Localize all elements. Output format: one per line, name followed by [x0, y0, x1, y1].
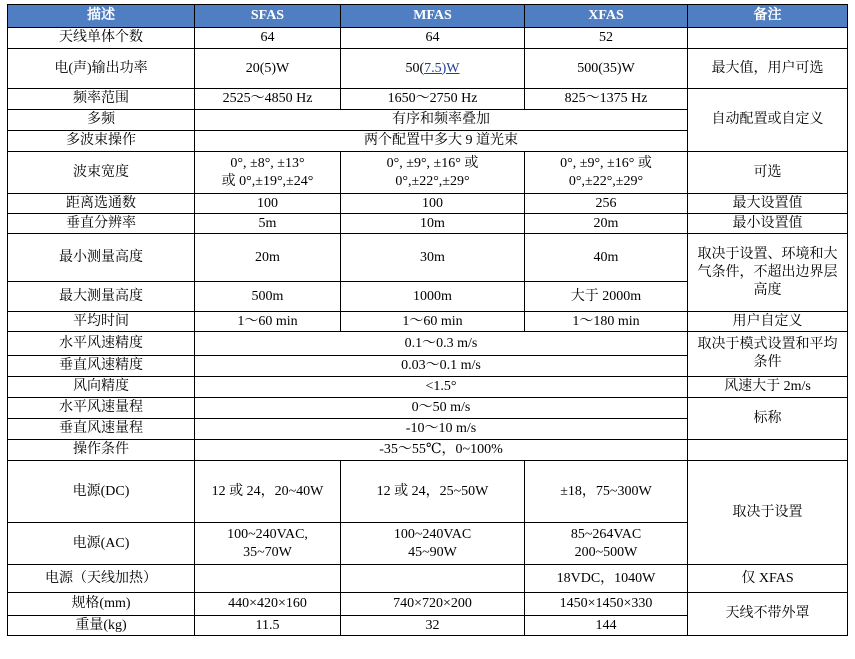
row-label: 规格(mm)	[8, 593, 195, 616]
table-row	[8, 234, 848, 282]
cell-mfas: 1000m	[341, 282, 525, 312]
cell-sfas: 12 或 24，20~40W	[195, 461, 341, 523]
row-label: 风向精度	[8, 377, 195, 398]
cell-merged: 两个配置中多大 9 道光束	[195, 131, 688, 152]
row-label: 距离选通数	[8, 194, 195, 214]
cell-xfas: ±18，75~300W	[525, 461, 688, 523]
cell-mfas: 64	[341, 28, 525, 49]
cell-xfas: 52	[525, 28, 688, 49]
table-row	[8, 440, 848, 461]
cell-mfas	[341, 152, 525, 194]
cell-sfas: 2525～4850 Hz	[195, 89, 341, 110]
cell-mfas	[341, 49, 525, 89]
cell-sfas: 11.5	[195, 616, 341, 636]
cell-sfas: 1～60 min	[195, 312, 341, 332]
row-label: 电(声)输出功率	[8, 49, 195, 89]
cell-mfas	[341, 565, 525, 593]
cell-xfas: 1～180 min	[525, 312, 688, 332]
cell-note	[688, 440, 848, 461]
cell-mfas: 1～60 min	[341, 312, 525, 332]
cell-mfas: 32	[341, 616, 525, 636]
cell-sfas	[195, 152, 341, 194]
line-1: 0°, ±8°, ±13°	[230, 155, 305, 171]
header-row	[8, 5, 848, 28]
header-xfas: XFAS	[525, 5, 688, 28]
line-1: 85~264VAC	[570, 526, 642, 542]
cell-note: 标称	[688, 398, 848, 440]
spec-table-container	[7, 4, 847, 636]
row-label: 垂直分辨率	[8, 214, 195, 234]
cell-note: 最大值，用户可选	[688, 49, 848, 89]
table-row	[8, 461, 848, 523]
cell-sfas: 5m	[195, 214, 341, 234]
line-1: 0°, ±9°, ±16° 或	[386, 155, 479, 171]
cell-xfas	[525, 523, 688, 565]
line-2: 35~70W	[243, 544, 292, 560]
cell-merged: <1.5°	[195, 377, 688, 398]
cell-note: 可选	[688, 152, 848, 194]
row-label: 波束宽度	[8, 152, 195, 194]
table-row	[8, 49, 848, 89]
mfas-power-text: 50(	[405, 60, 425, 76]
cell-xfas: 20m	[525, 214, 688, 234]
table-row	[8, 398, 848, 419]
cell-note: 取决于设置	[688, 461, 848, 565]
cell-mfas: 1650～2750 Hz	[341, 89, 525, 110]
row-label: 垂直风速量程	[8, 419, 195, 440]
cell-mfas	[341, 523, 525, 565]
row-label: 多波束操作	[8, 131, 195, 152]
cell-sfas: 20m	[195, 234, 341, 282]
row-label: 操作条件	[8, 440, 195, 461]
row-label: 天线单体个数	[8, 28, 195, 49]
cell-note: 自动配置或自定义	[688, 89, 848, 152]
cell-note: 最小设置值	[688, 214, 848, 234]
cell-note: 天线不带外罩	[688, 593, 848, 636]
cell-mfas: 30m	[341, 234, 525, 282]
line-1: 100~240VAC,	[227, 526, 308, 542]
cell-xfas: 825～1375 Hz	[525, 89, 688, 110]
row-label: 水平风速精度	[8, 332, 195, 356]
table-row	[8, 214, 848, 234]
row-label: 电源（天线加热）	[8, 565, 195, 593]
cell-sfas: 100	[195, 194, 341, 214]
cell-xfas: 256	[525, 194, 688, 214]
cell-xfas	[525, 152, 688, 194]
row-label: 水平风速量程	[8, 398, 195, 419]
row-label: 最大测量高度	[8, 282, 195, 312]
cell-sfas: 500m	[195, 282, 341, 312]
row-label: 多频	[8, 110, 195, 131]
cell-sfas: 440×420×160	[195, 593, 341, 616]
line-2: 0°,±22°,±29°	[395, 173, 470, 189]
cell-sfas	[195, 565, 341, 593]
cell-note: 最大设置值	[688, 194, 848, 214]
cell-xfas: 18VDC，1040W	[525, 565, 688, 593]
line-2: 或 0°,±19°,±24°	[221, 173, 314, 189]
header-description: 描述	[8, 5, 195, 28]
header-mfas: MFAS	[341, 5, 525, 28]
cell-sfas: 64	[195, 28, 341, 49]
table-row	[8, 565, 848, 593]
line-2: 45~90W	[408, 544, 457, 560]
cell-merged: -10～10 m/s	[195, 419, 688, 440]
cell-xfas: 40m	[525, 234, 688, 282]
header-note: 备注	[688, 5, 848, 28]
cell-note: 用户自定义	[688, 312, 848, 332]
cell-mfas: 740×720×200	[341, 593, 525, 616]
cell-xfas: 144	[525, 616, 688, 636]
cell-merged: 0.1～0.3 m/s	[195, 332, 688, 356]
cell-sfas	[195, 523, 341, 565]
line-2: 0°,±22°,±29°	[568, 173, 644, 189]
row-label: 频率范围	[8, 89, 195, 110]
table-row	[8, 28, 848, 49]
row-label: 平均时间	[8, 312, 195, 332]
table-row	[8, 377, 848, 398]
cell-mfas: 10m	[341, 214, 525, 234]
cell-xfas: 1450×1450×330	[525, 593, 688, 616]
cell-mfas: 12 或 24，25~50W	[341, 461, 525, 523]
cell-merged: 0～50 m/s	[195, 398, 688, 419]
row-label: 电源(DC)	[8, 461, 195, 523]
header-sfas: SFAS	[195, 5, 341, 28]
cell-note: 取决于设置、环境和大气条件，不超出边界层高度	[688, 234, 848, 312]
table-row	[8, 152, 848, 194]
line-1: 100~240VAC	[393, 526, 472, 542]
row-label: 电源(AC)	[8, 523, 195, 565]
table-row	[8, 89, 848, 110]
cell-note: 取决于模式设置和平均条件	[688, 332, 848, 377]
spec-table	[7, 4, 848, 636]
cell-note: 仅 XFAS	[688, 565, 848, 593]
cell-note	[688, 28, 848, 49]
cell-note: 风速大于 2m/s	[688, 377, 848, 398]
row-label: 最小测量高度	[8, 234, 195, 282]
cell-merged: 0.03～0.1 m/s	[195, 356, 688, 377]
row-label: 垂直风速精度	[8, 356, 195, 377]
table-row	[8, 194, 848, 214]
table-row	[8, 593, 848, 616]
mfas-power-underlined: 7.5)W	[424, 60, 460, 76]
table-row	[8, 332, 848, 356]
cell-merged: -35～55℃，0~100%	[195, 440, 688, 461]
line-2: 200~500W	[574, 544, 638, 560]
cell-sfas: 20(5)W	[195, 49, 341, 89]
row-label: 重量(kg)	[8, 616, 195, 636]
line-1: 0°, ±9°, ±16° 或	[560, 155, 652, 171]
cell-merged: 有序和频率叠加	[195, 110, 688, 131]
cell-xfas: 大于 2000m	[525, 282, 688, 312]
cell-mfas: 100	[341, 194, 525, 214]
cell-xfas: 500(35)W	[525, 49, 688, 89]
table-row	[8, 312, 848, 332]
